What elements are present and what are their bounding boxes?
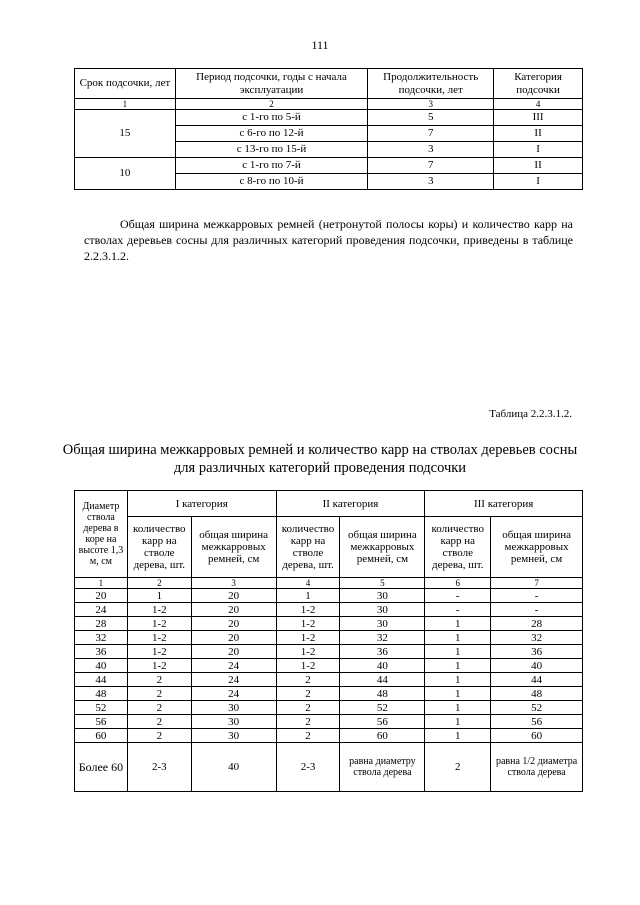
column-number: 4 — [494, 99, 583, 110]
table-row — [75, 687, 583, 701]
table-cell: 2 — [276, 701, 340, 715]
table-cell: 2 — [127, 729, 191, 743]
table-cell: 1 — [425, 673, 491, 687]
table-cell: 20 — [75, 589, 128, 603]
table-row — [75, 631, 583, 645]
table-row — [75, 715, 583, 729]
duration-cell: 3 — [368, 142, 494, 158]
table-cell: 40 — [491, 659, 583, 673]
table-cell: 36 — [340, 645, 425, 659]
table-title: Общая ширина межкарровых ремней и количество карр на стволах деревьев сосны для различных категорий проведения подсочки — [62, 442, 578, 476]
table-cell: 1 — [127, 589, 191, 603]
table-cell: 2 — [276, 687, 340, 701]
table-cell: 1-2 — [127, 603, 191, 617]
table-cell: 1 — [425, 701, 491, 715]
table-cell: равна 1/2 диаметра ствола дерева — [491, 743, 583, 792]
header-cell: Продолжительность подсочки, лет — [368, 69, 494, 99]
table-row — [75, 589, 583, 603]
table-cell: 52 — [340, 701, 425, 715]
table-cell: 48 — [340, 687, 425, 701]
table-cell: 60 — [340, 729, 425, 743]
subheader-cell: количество карр на стволе дерева, шт. — [276, 517, 340, 578]
strip-width-table — [74, 490, 583, 792]
column-number: 2 — [127, 578, 191, 589]
table-cell: 1 — [425, 715, 491, 729]
table-cell: 1-2 — [127, 659, 191, 673]
table-cell: 24 — [191, 687, 276, 701]
table-cell: 32 — [340, 631, 425, 645]
table-row — [75, 701, 583, 715]
duration-cell: 7 — [368, 126, 494, 142]
table-cell: 56 — [491, 715, 583, 729]
table-label: Таблица 2.2.3.1.2. — [489, 408, 572, 420]
table-cell: 1-2 — [276, 659, 340, 673]
column-number-row — [75, 578, 583, 589]
table-cell: 32 — [491, 631, 583, 645]
table-cell: 2 — [127, 687, 191, 701]
category-cell: II — [494, 158, 583, 174]
table-cell: 1-2 — [276, 645, 340, 659]
table-cell: 2-3 — [127, 743, 191, 792]
table-cell: 36 — [75, 645, 128, 659]
table-cell: 44 — [75, 673, 128, 687]
table-cell: 1 — [425, 729, 491, 743]
column-number: 5 — [340, 578, 425, 589]
table-cell: 30 — [340, 589, 425, 603]
period-cell: с 6-го по 12-й — [175, 126, 367, 142]
table-cell: 20 — [191, 617, 276, 631]
table-cell: 56 — [340, 715, 425, 729]
table-cell: 30 — [191, 729, 276, 743]
table-row — [75, 673, 583, 687]
body-paragraph: Общая ширина межкарровых ремней (нетронутой полосы коры) и количество карр на стволах деревьев сосны для различных категорий проведения подсочки, приведены в таблице 2.2.3.1.2. — [84, 217, 573, 263]
table-cell: 28 — [75, 617, 128, 631]
category-cell: II — [494, 126, 583, 142]
period-cell: с 13-го по 15-й — [175, 142, 367, 158]
table-cell: 32 — [75, 631, 128, 645]
table-cell: 1-2 — [276, 631, 340, 645]
table-cell: 28 — [491, 617, 583, 631]
table-cell: 24 — [75, 603, 128, 617]
table-cell: 2-3 — [276, 743, 340, 792]
table-subheader-row — [75, 517, 583, 578]
table-cell: 1 — [425, 645, 491, 659]
table-cell: 2 — [127, 715, 191, 729]
table-row — [75, 110, 583, 126]
subheader-cell: общая ширина межкарровых ремней, см — [191, 517, 276, 578]
term-cell: 10 — [75, 158, 176, 190]
column-number: 1 — [75, 99, 176, 110]
duration-cell: 7 — [368, 158, 494, 174]
table-cell: 1 — [425, 659, 491, 673]
duration-cell: 3 — [368, 174, 494, 190]
table-cell: 1-2 — [276, 603, 340, 617]
column-number: 1 — [75, 578, 128, 589]
page-number: 111 — [311, 38, 329, 52]
period-cell: с 8-го по 10-й — [175, 174, 367, 190]
table-cell: 40 — [75, 659, 128, 673]
column-number-row — [75, 99, 583, 110]
table-cell: 20 — [191, 631, 276, 645]
header-cell: Период подсочки, годы с начала эксплуатации — [175, 69, 367, 99]
term-cell: 15 — [75, 110, 176, 158]
table-cell: 2 — [276, 729, 340, 743]
table-row — [75, 158, 583, 174]
table-cell: 2 — [127, 701, 191, 715]
table-cell: 60 — [491, 729, 583, 743]
table-cell: 52 — [75, 701, 128, 715]
table-cell: 1 — [276, 589, 340, 603]
category-header: III категория — [425, 491, 583, 517]
table-cell: 1-2 — [127, 631, 191, 645]
period-cell: с 1-го по 5-й — [175, 110, 367, 126]
table-cell: 2 — [425, 743, 491, 792]
diameter-header: Диаметр ствола дерева в коре на высоте 1,3 м, см — [75, 491, 128, 578]
column-number: 3 — [191, 578, 276, 589]
table-cell: 1-2 — [127, 617, 191, 631]
header-cell: Срок подсочки, лет — [75, 69, 176, 99]
category-cell: I — [494, 142, 583, 158]
table-row — [75, 603, 583, 617]
table-cell: 30 — [340, 617, 425, 631]
table-cell: 40 — [340, 659, 425, 673]
category-header: II категория — [276, 491, 425, 517]
table-cell: - — [491, 589, 583, 603]
category-cell: I — [494, 174, 583, 190]
table-cell: 40 — [191, 743, 276, 792]
table-cell: 44 — [491, 673, 583, 687]
table-cell: 20 — [191, 603, 276, 617]
table-cell: 2 — [127, 673, 191, 687]
table-cell: 48 — [491, 687, 583, 701]
table-cell: 30 — [191, 701, 276, 715]
table-cell: 20 — [191, 645, 276, 659]
table-row — [75, 729, 583, 743]
table-cell: 24 — [191, 673, 276, 687]
table-cell: 60 — [75, 729, 128, 743]
period-cell: с 1-го по 7-й — [175, 158, 367, 174]
subheader-cell: количество карр на стволе дерева, шт. — [127, 517, 191, 578]
table-cell: 30 — [340, 603, 425, 617]
table-cell: 48 — [75, 687, 128, 701]
subheader-cell: общая ширина межкарровых ремней, см — [340, 517, 425, 578]
table-header-row — [75, 491, 583, 517]
table-cell: 2 — [276, 715, 340, 729]
table-cell: 1-2 — [127, 645, 191, 659]
category-cell: III — [494, 110, 583, 126]
column-number: 4 — [276, 578, 340, 589]
table-cell: 52 — [491, 701, 583, 715]
table-cell: 36 — [491, 645, 583, 659]
table-cell: Более 60 — [75, 743, 128, 792]
table-cell: - — [491, 603, 583, 617]
header-cell: Категория подсочки — [494, 69, 583, 99]
table-cell: равна диаметру ствола дерева — [340, 743, 425, 792]
table-cell: 56 — [75, 715, 128, 729]
table-cell: 1 — [425, 687, 491, 701]
table-cell: 2 — [276, 673, 340, 687]
column-number: 3 — [368, 99, 494, 110]
tapping-periods-table — [74, 68, 583, 190]
table-cell: 24 — [191, 659, 276, 673]
table-row — [75, 645, 583, 659]
table-header-row — [75, 69, 583, 99]
table-cell: 1 — [425, 631, 491, 645]
column-number: 2 — [175, 99, 367, 110]
column-number: 7 — [491, 578, 583, 589]
table-cell: 20 — [191, 589, 276, 603]
table-row — [75, 743, 583, 792]
column-number: 6 — [425, 578, 491, 589]
table-cell: - — [425, 589, 491, 603]
table-cell: - — [425, 603, 491, 617]
table-row — [75, 659, 583, 673]
table-cell: 30 — [191, 715, 276, 729]
duration-cell: 5 — [368, 110, 494, 126]
table-row — [75, 617, 583, 631]
subheader-cell: общая ширина межкарровых ремней, см — [491, 517, 583, 578]
subheader-cell: количество карр на стволе дерева, шт. — [425, 517, 491, 578]
table-cell: 44 — [340, 673, 425, 687]
table-cell: 1 — [425, 617, 491, 631]
table-cell: 1-2 — [276, 617, 340, 631]
category-header: I категория — [127, 491, 276, 517]
